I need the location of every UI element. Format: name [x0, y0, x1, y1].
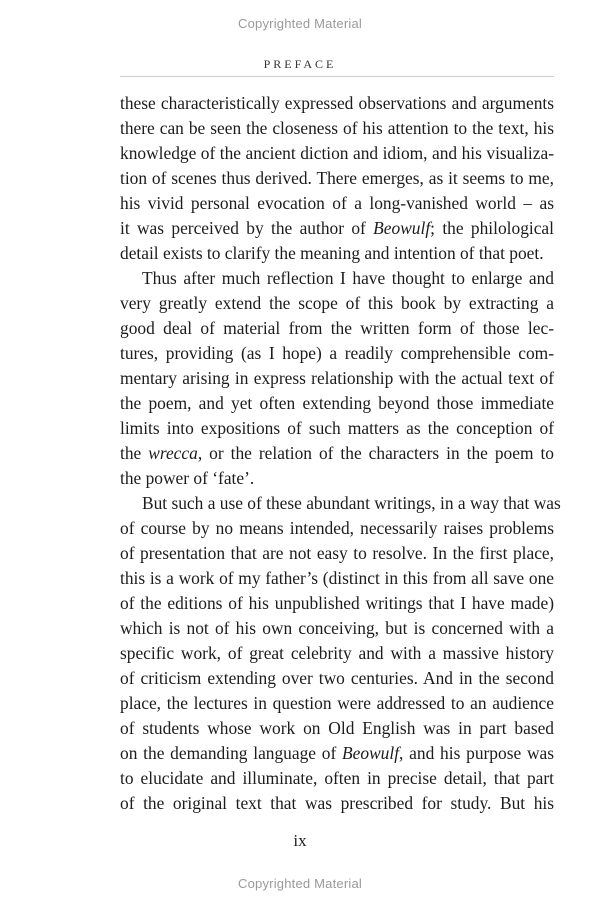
text-run: detail exists to clarify the meaning and intention of that poet.	[120, 243, 544, 263]
text-line	[120, 441, 554, 466]
running-head: PREFACE	[263, 57, 337, 71]
text-run: knowledge of the ancient diction and idiom, and his visualiza-	[120, 143, 554, 163]
text-run: place, the lectures in question were addressed to an audience	[120, 693, 554, 713]
text-line	[120, 291, 554, 316]
text-line	[120, 566, 554, 591]
text-run: very greatly extend the scope of this book by extracting a	[120, 293, 554, 313]
text-line	[120, 116, 554, 141]
text-line	[120, 766, 554, 791]
text-run: his vivid personal evocation of a long-vanished world – as	[120, 193, 554, 213]
paragraph	[120, 266, 554, 491]
text-line	[120, 141, 554, 166]
text-run: of criticism extending over two centuries. And in the second	[120, 668, 554, 688]
text-line	[120, 791, 554, 816]
text-line	[120, 91, 554, 116]
text-run: it was perceived by the author of	[120, 218, 374, 238]
text-run: the power of ‘fate’.	[120, 468, 255, 488]
text-line	[120, 341, 554, 366]
text-run: tures, providing (as I hope) a readily comprehensible com-	[120, 343, 554, 363]
copyright-watermark-top: Copyrighted Material	[238, 16, 362, 31]
text-run: specific work, of great celebrity and with a massive history	[120, 643, 554, 663]
text-line	[120, 216, 554, 241]
text-run: of course by no means intended, necessarily raises problems	[120, 518, 554, 538]
text-run: ; the philological	[430, 218, 554, 238]
text-run: , or the relation of the characters in the poem to	[197, 443, 555, 463]
text-run: tion of scenes thus derived. There emerges, as it seems to me,	[120, 168, 554, 188]
text-run: of students whose work on Old English was in part based	[120, 718, 554, 738]
text-run: limits into expositions of such matters as the conception of	[120, 418, 554, 438]
paragraph	[120, 491, 561, 816]
copyright-watermark-bottom: Copyrighted Material	[238, 876, 362, 891]
text-line	[120, 741, 554, 766]
text-run: on the demanding language of	[120, 743, 343, 763]
text-line	[120, 666, 554, 691]
page-number: ix	[293, 831, 307, 850]
text-line	[120, 616, 554, 641]
text-run: the	[120, 443, 149, 463]
text-line	[120, 241, 554, 266]
italic-term: wrecca	[148, 443, 198, 463]
text-run: of the editions of his unpublished writings that I have made)	[120, 593, 554, 613]
text-run: this is a work of my father’s (distinct in this from all save one	[120, 568, 554, 588]
text-run: which is not of his own conceiving, but is concerned with a	[120, 618, 554, 638]
text-line	[120, 416, 554, 441]
text-line	[120, 316, 554, 341]
text-run: of presentation that are not easy to resolve. In the first place,	[120, 543, 554, 563]
text-line	[120, 466, 554, 491]
text-line	[120, 516, 554, 541]
text-run: to elucidate and illuminate, often in precise detail, that part	[120, 768, 554, 788]
text-line	[120, 391, 554, 416]
italic-term: Beowulf	[342, 743, 400, 763]
text-line	[120, 641, 554, 666]
text-line	[120, 166, 554, 191]
text-run: these characteristically expressed observations and arguments	[120, 93, 554, 113]
text-line	[120, 491, 561, 516]
text-line	[120, 366, 554, 391]
paragraph	[120, 91, 554, 266]
text-line	[120, 691, 554, 716]
header-rule	[120, 76, 554, 77]
text-run: , and his purpose was	[399, 743, 555, 763]
text-line	[120, 716, 554, 741]
text-run: mentary arising in express relationship with the actual text of	[120, 368, 554, 388]
body-text	[120, 91, 561, 816]
text-run: there can be seen the closeness of his attention to the text, his	[120, 118, 554, 138]
text-line	[120, 266, 554, 291]
text-run: But such a use of these abundant writings, in a way that was	[142, 493, 561, 513]
text-line	[120, 541, 554, 566]
text-run: of the original text that was prescribed for study. But his	[120, 793, 554, 813]
text-run: good deal of material from the written form of those lec-	[120, 318, 554, 338]
text-run: Thus after much reflection I have thought to enlarge and	[142, 268, 554, 288]
text-line	[120, 191, 554, 216]
text-run: the poem, and yet often extending beyond those immediate	[120, 393, 554, 413]
text-line	[120, 591, 554, 616]
italic-term: Beowulf	[373, 218, 431, 238]
